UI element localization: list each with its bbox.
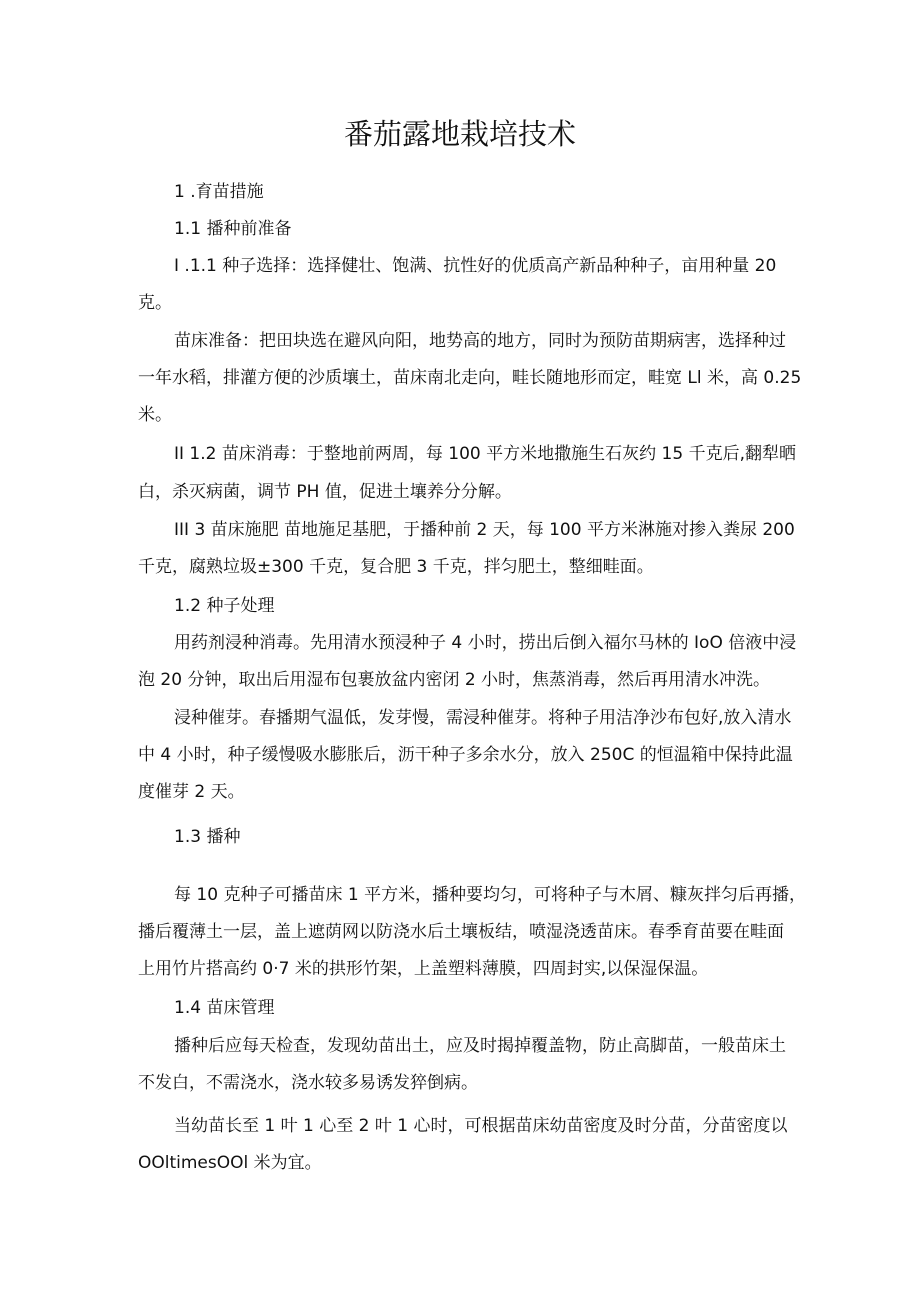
page-title: 番茄露地栽培技术 bbox=[343, 117, 576, 151]
section-heading-1-4: 1.4 苗床管理 bbox=[174, 998, 275, 1018]
paragraph-line: II 1.2 苗床消毒：于整地前两周，每 100 平方米地撒施生石灰约 15 千克后,翻犁晒 bbox=[174, 444, 796, 464]
paragraph-line: 一年水稻，排灌方便的沙质壤土，苗床南北走向，畦长随地形而定，畦宽 Ll 米，高 0.25 bbox=[138, 368, 802, 388]
section-heading-1: 1 .育苗措施 bbox=[174, 182, 264, 202]
paragraph-line: 千克，腐熟垃圾±300 千克，复合肥 3 千克，拌匀肥土，整细畦面。 bbox=[138, 557, 654, 577]
paragraph-line: 用药剂浸种消毒。先用清水预浸种子 4 小时，捞出后倒入福尔马林的 IoO 倍液中浸 bbox=[174, 633, 797, 653]
paragraph-line: 中 4 小时，种子缓慢吸水膨胀后，沥干种子多余水分，放入 250C 的恒温箱中保持此温 bbox=[138, 745, 793, 765]
paragraph-line: 克。 bbox=[138, 293, 172, 313]
paragraph-line: 度催芽 2 天。 bbox=[138, 782, 245, 802]
paragraph-line: I .1.1 种子选择：选择健壮、饱满、抗性好的优质高产新品种种子，亩用种量 20 bbox=[174, 256, 777, 276]
paragraph-line: 苗床准备：把田块选在避风向阳，地势高的地方，同时为预防苗期病害，选择种过 bbox=[174, 331, 786, 351]
paragraph-line: 不发白，不需浇水，浇水较多易诱发猝倒病。 bbox=[138, 1073, 478, 1093]
paragraph-line: 播种后应每天检查，发现幼苗出土，应及时揭掉覆盖物，防止高脚苗，一般苗床土 bbox=[174, 1036, 786, 1056]
paragraph-line: 上用竹片搭高约 0·7 米的拱形竹架，上盖塑料薄膜，四周封实,以保湿保温。 bbox=[138, 959, 709, 979]
paragraph-line: 泡 20 分钟，取出后用湿布包裹放盆内密闭 2 小时，焦蒸消毒，然后再用清水冲洗。 bbox=[138, 670, 771, 690]
section-heading-1-3: 1.3 播种 bbox=[174, 827, 241, 847]
paragraph-line: 播后覆薄土一层，盖上遮荫网以防浇水后土壤板结，喷湿浇透苗床。春季育苗要在畦面 bbox=[138, 922, 784, 942]
paragraph-line: 每 10 克种子可播苗床 1 平方米，播种要均匀，可将种子与木屑、糠灰拌匀后再播， bbox=[174, 885, 807, 905]
section-heading-1-2: 1.2 种子处理 bbox=[174, 596, 275, 616]
paragraph-line: 米。 bbox=[138, 405, 172, 425]
paragraph-line: 当幼苗长至 1 叶 1 心至 2 叶 1 心时，可根据苗床幼苗密度及时分苗，分苗密度以 bbox=[174, 1116, 788, 1136]
paragraph-line: 浸种催芽。春播期气温低，发芽慢，需浸种催芽。将种子用洁净沙布包好,放入清水 bbox=[174, 708, 792, 728]
paragraph-line: III 3 苗床施肥 苗地施足基肥，于播种前 2 天，每 100 平方米淋施对掺入粪尿 200 bbox=[174, 520, 795, 540]
paragraph-line: OOltimesOOl 米为宜。 bbox=[138, 1153, 322, 1173]
paragraph-line: 白，杀灭病菌，调节 PH 值，促进土壤养分分解。 bbox=[138, 482, 512, 502]
section-heading-1-1: 1.1 播种前准备 bbox=[174, 219, 292, 239]
